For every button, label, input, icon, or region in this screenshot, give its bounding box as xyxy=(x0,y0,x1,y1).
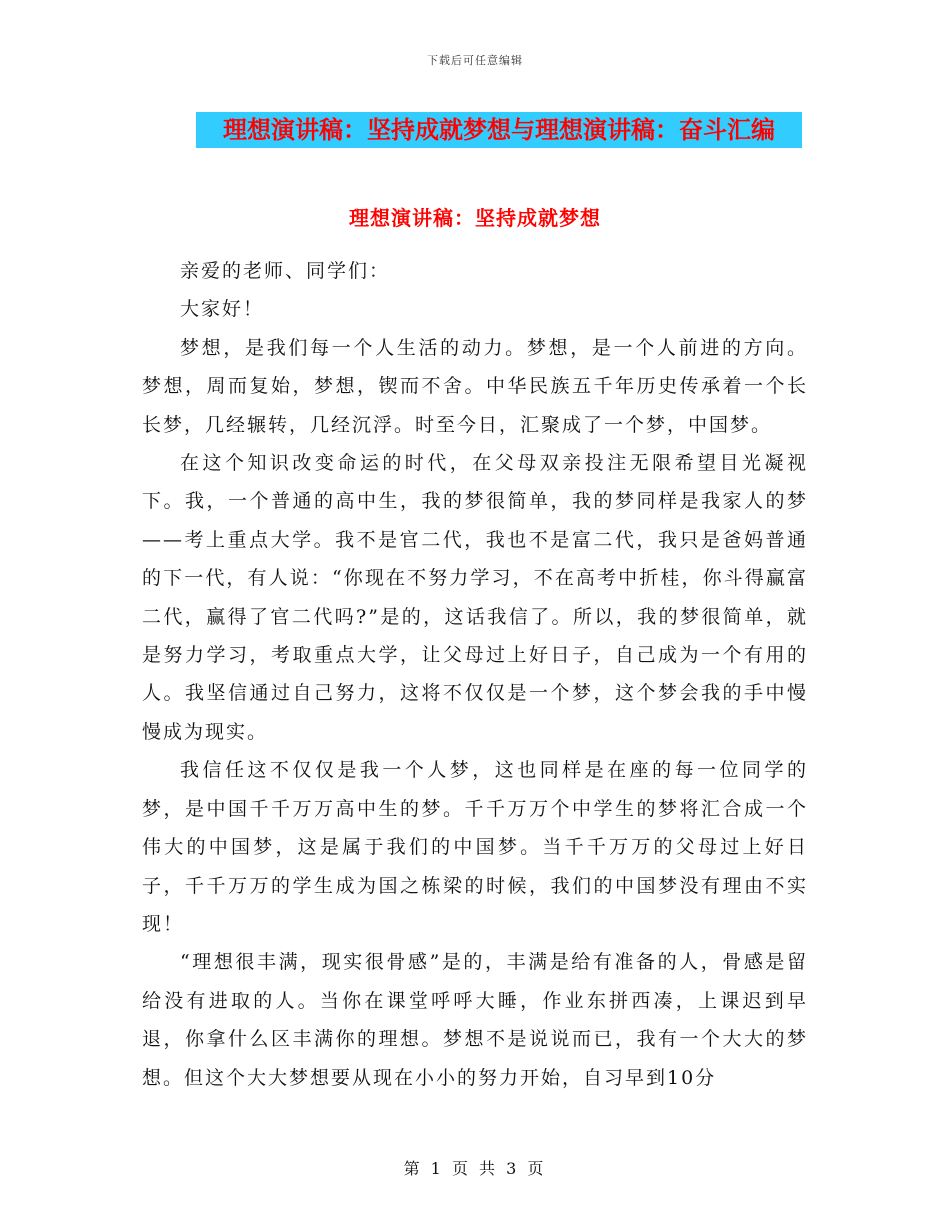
paragraph-greeting: 大家好！ xyxy=(180,298,265,321)
main-title: 理想演讲稿：坚持成就梦想与理想演讲稿：奋斗汇编 xyxy=(223,115,775,144)
header-note: 下载后可任意编辑 xyxy=(427,54,523,67)
paragraph: 在这个知识改变命运的时代，在父母双亲投注无限希望目光凝视下。我，一个普通的高中生，我的梦很简单，我的梦同样是我家人的梦——考上重点大学。我不是官二代，我也不是富二代，我只是爸妈普通的下一代，有人说：“你现在不努力学习，不在高考中折桂，你斗得赢富二代，赢得了官二代吗?”是的，这话我信了。所以，我的梦很简单，就是努力学习，考取重点大学，让父母过上好日子，自己成为一个有用的人。我坚信通过自己努力，这将不仅仅是一个梦，这个梦会我的手中慢慢成为现实。 xyxy=(142,452,808,743)
document-body xyxy=(142,252,808,1097)
paragraph: 我信任这不仅仅是我一个人梦，这也同样是在座的每一位同学的梦，是中国千千万万高中生的梦。千千万万个中学生的梦将汇合成一个伟大的中国梦，这是属于我们的中国梦。当千千万万的父母过上好日子，千千万万的学生成为国之栋梁的时候，我们的中国梦没有理由不实现！ xyxy=(142,759,808,935)
paragraph-salutation: 亲爱的老师、同学们： xyxy=(180,260,391,282)
paragraph: “理想很丰满，现实很骨感”是的，丰满是给有准备的人，骨感是留给没有进取的人。当你在课堂呼呼大睡，作业东拼西凑，上课迟到早退，你拿什么区丰满你的理想。梦想不是说说而已，我有一个大大的梦想。但这个大大梦想要从现在小小的努力开始，自习早到10分 xyxy=(142,951,808,1089)
main-title-highlight xyxy=(196,112,802,148)
section-title: 理想演讲稿：坚持成就梦想 xyxy=(349,206,601,230)
page-indicator: 第 1 页 共 3 页 xyxy=(403,1159,547,1178)
paragraph: 梦想，是我们每一个人生活的动力。梦想，是一个人前进的方向。梦想，周而复始，梦想，锲而不舍。中华民族五千年历史传承着一个长长梦，几经辗转，几经沉浮。时至今日，汇聚成了一个梦，中国梦。 xyxy=(142,336,808,436)
